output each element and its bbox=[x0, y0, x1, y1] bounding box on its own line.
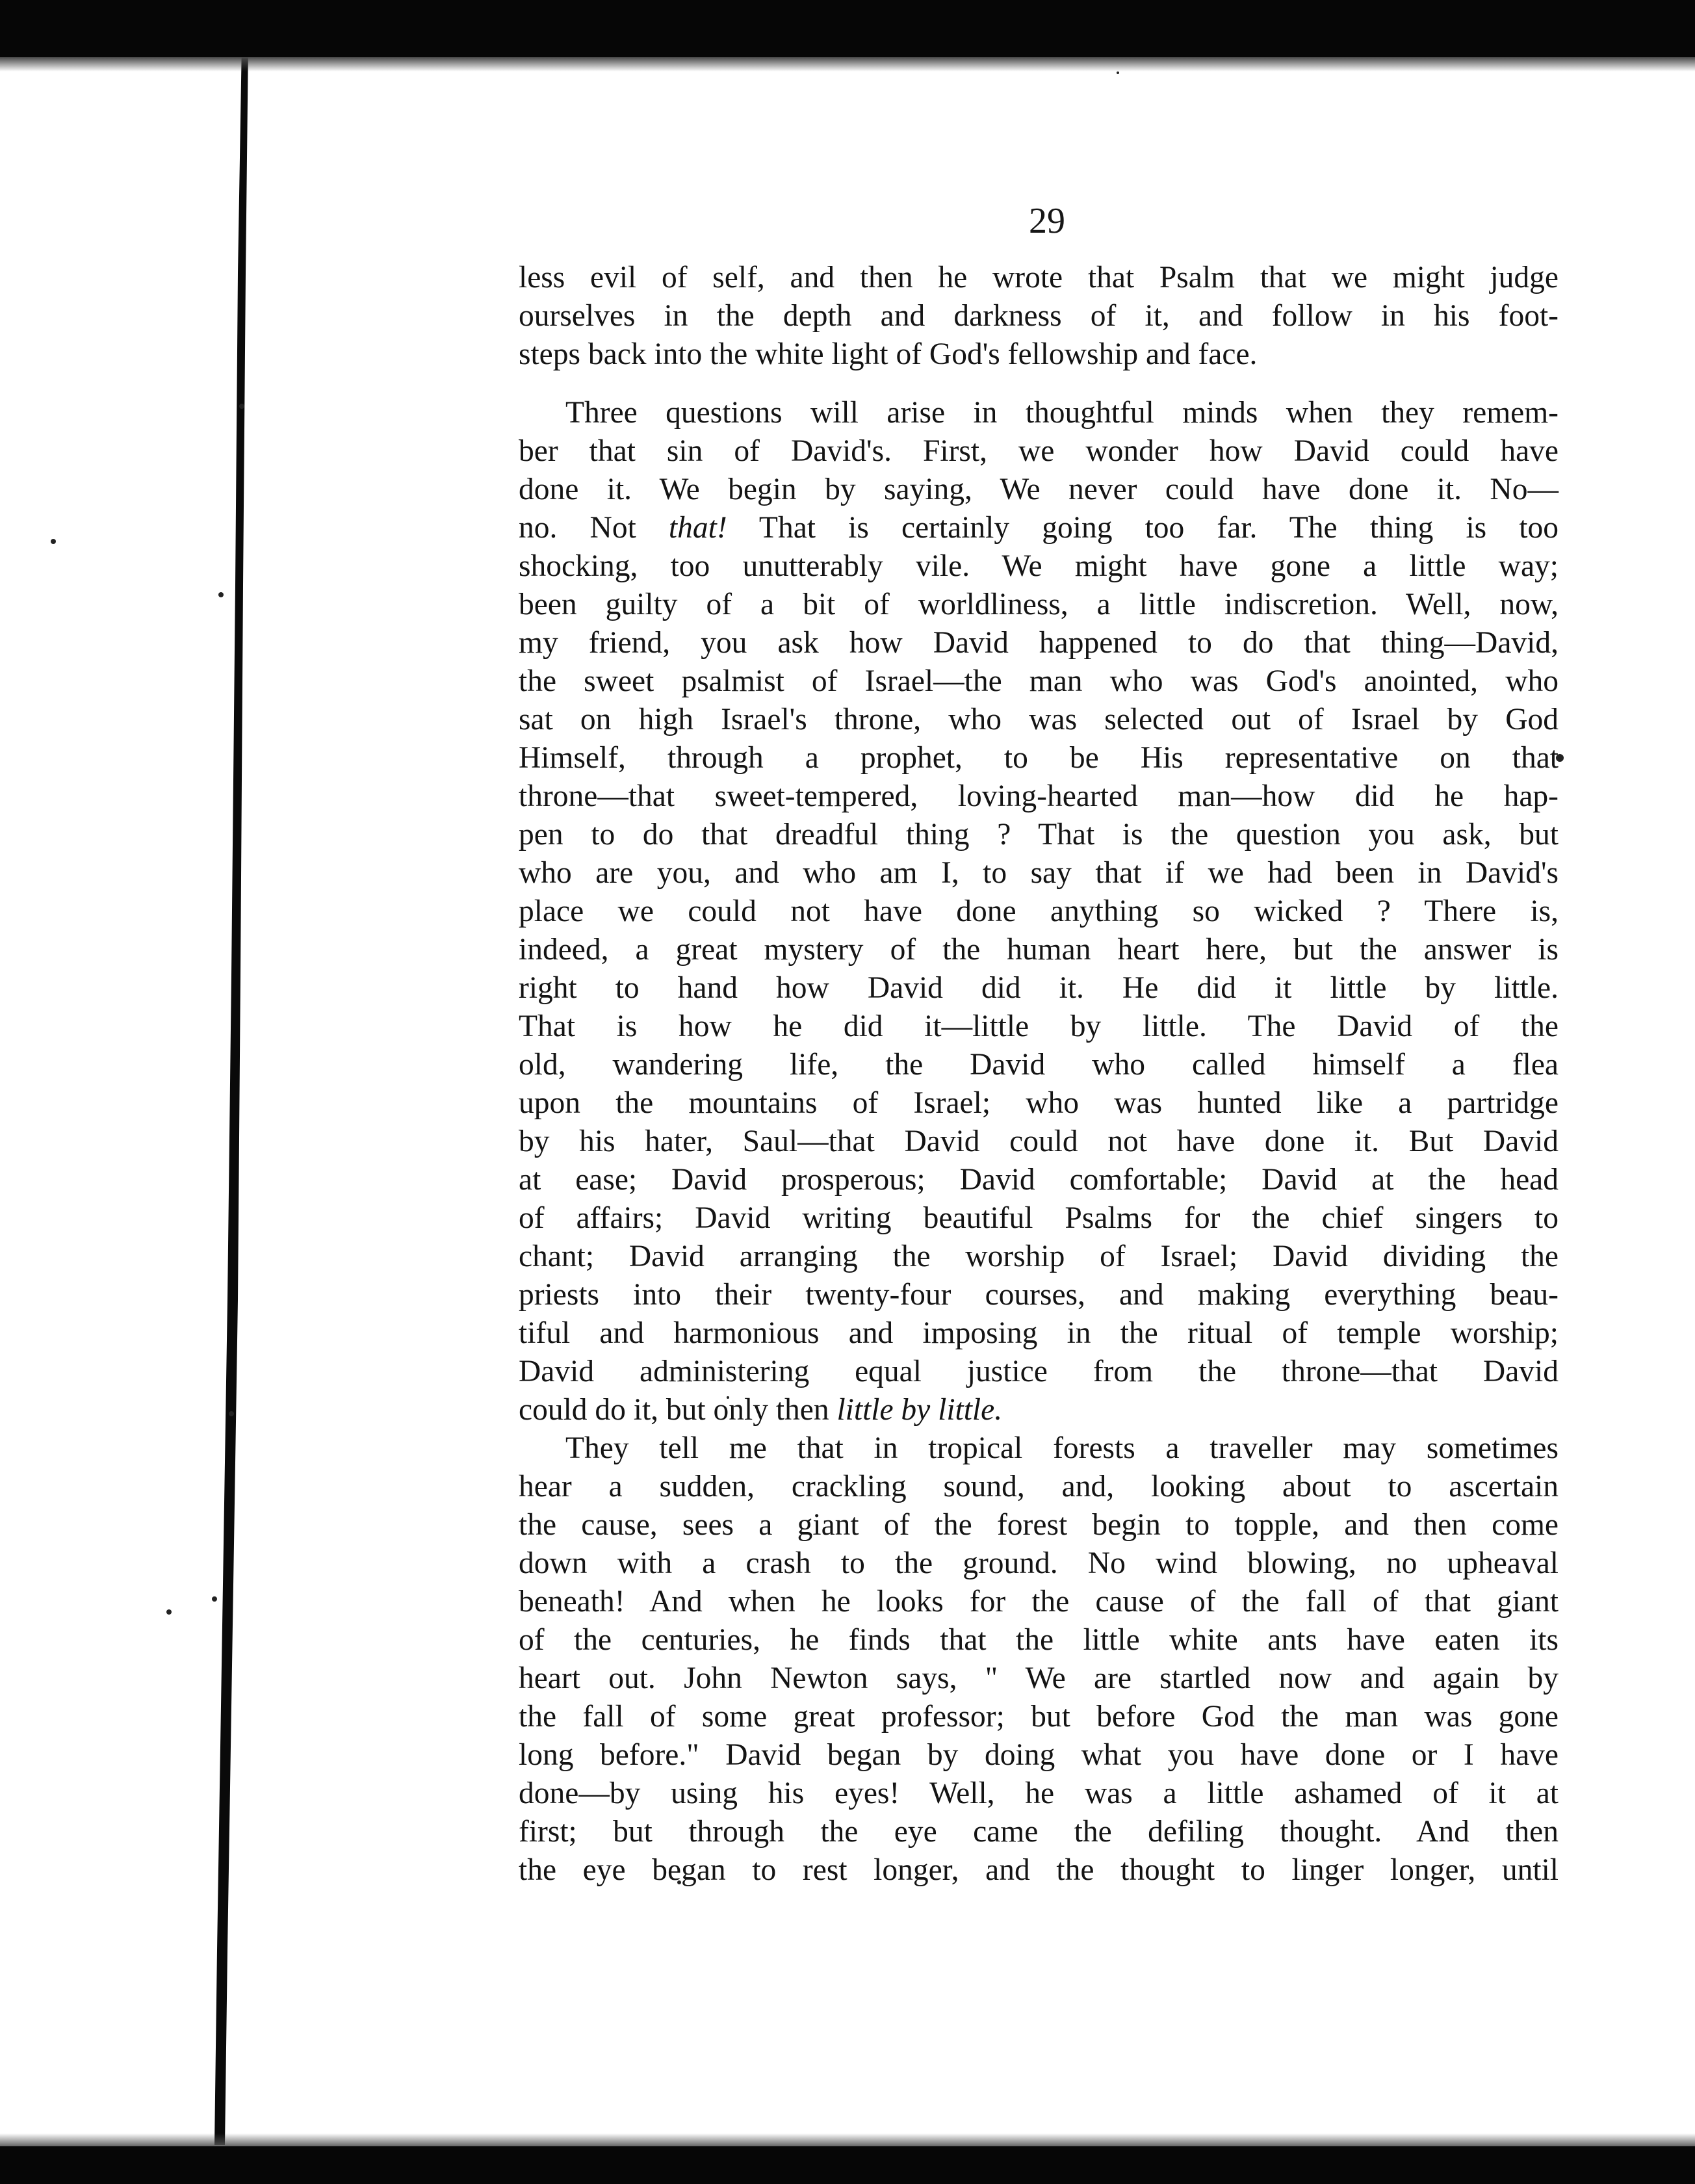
emphasis-little-by-little: little by little. bbox=[836, 1393, 1003, 1427]
text-line: of the centuries, he finds that the little white ants have eaten its bbox=[519, 1623, 1559, 1657]
text-line: Three questions will arise in thoughtful minds when they remem- bbox=[565, 396, 1559, 430]
text-line: the sweet psalmist of Israel—the man who was God's anointed, who bbox=[519, 664, 1559, 698]
text-run: That is certainly going too far. The thing is too bbox=[727, 511, 1559, 545]
text-run: could do it, but only then bbox=[519, 1393, 837, 1427]
text-line: upon the mountains of Israel; who was hunted like a partridge bbox=[519, 1086, 1559, 1120]
paragraph-2 bbox=[519, 394, 1559, 1429]
text-line: steps back into the white light of God's fellowship and face. bbox=[519, 337, 1258, 371]
scan-top-border bbox=[0, 0, 1695, 57]
text-line: shocking, too unutterably vile. We might have gone a little way; bbox=[519, 549, 1559, 583]
text-line: long before." David began by doing what you have done or I have bbox=[519, 1738, 1559, 1772]
text-line: been guilty of a bit of worldliness, a little indiscretion. Well, now, bbox=[519, 588, 1559, 621]
text-line: by his hater, Saul—that David could not have done it. But David bbox=[519, 1124, 1559, 1158]
text-line: ber that sin of David's. First, we wonder how David could have bbox=[519, 434, 1559, 468]
text-line: down with a crash to the ground. No wind blowing, no upheaval bbox=[519, 1546, 1559, 1580]
paragraph-gap bbox=[519, 374, 1559, 394]
paragraph-3 bbox=[519, 1429, 1559, 1890]
text-line: right to hand how David did it. He did it little by little. bbox=[519, 971, 1559, 1005]
text-line: beneath! And when he looks for the cause of the fall of that giant bbox=[519, 1585, 1559, 1618]
text-line: first; but through the eye came the defiling thought. And then bbox=[519, 1815, 1559, 1849]
text-run: no. Not bbox=[519, 511, 669, 545]
text-line: place we could not have done anything so wicked ? There is, bbox=[519, 894, 1559, 928]
text-line: done it. We begin by saying, We never could have done it. No— bbox=[519, 473, 1559, 506]
text-line: ourselves in the depth and darkness of it, and follow in his foot- bbox=[519, 299, 1559, 333]
text-line: less evil of self, and then he wrote that Psalm that we might judge bbox=[519, 261, 1559, 294]
text-line: tiful and harmonious and imposing in the ritual of temple worship; bbox=[519, 1316, 1559, 1350]
scan-bottom-border bbox=[0, 2146, 1695, 2184]
text-line: That is how he did it—little by little. The David of the bbox=[519, 1009, 1559, 1043]
text-line: the eye began to rest longer, and the thought to linger longer, until bbox=[519, 1853, 1559, 1887]
text-line: the cause, sees a giant of the forest begin to topple, and then come bbox=[519, 1508, 1559, 1542]
text-line-with-emphasis bbox=[519, 509, 1559, 547]
text-line: my friend, you ask how David happened to do that thing—David, bbox=[519, 626, 1559, 660]
text-line: pen to do that dreadful thing ? That is the question you ask, but bbox=[519, 818, 1559, 852]
text-line: heart out. John Newton says, " We are startled now and again by bbox=[519, 1661, 1559, 1695]
text-line: They tell me that in tropical forests a traveller may sometimes bbox=[565, 1431, 1559, 1465]
text-line: at ease; David prosperous; David comfortable; David at the head bbox=[519, 1163, 1559, 1197]
scan-bottom-shadow bbox=[0, 2133, 1695, 2148]
text-line: priests into their twenty-four courses, and making everything beau- bbox=[519, 1278, 1559, 1312]
text-line: of affairs; David writing beautiful Psalms for the chief singers to bbox=[519, 1201, 1559, 1235]
binding-edge-line bbox=[214, 43, 248, 2145]
paragraph-1 bbox=[519, 259, 1559, 374]
text-line: old, wandering life, the David who called himself a flea bbox=[519, 1048, 1559, 1082]
text-line: chant; David arranging the worship of Israel; David dividing the bbox=[519, 1240, 1559, 1273]
text-line: David administering equal justice from the throne—that David bbox=[519, 1355, 1559, 1388]
text-line: hear a sudden, crackling sound, and, looking about to ascertain bbox=[519, 1470, 1559, 1503]
scan-top-shadow bbox=[0, 57, 1695, 72]
text-line: sat on high Israel's throne, who was selected out of Israel by God bbox=[519, 703, 1559, 736]
emphasis-that: that! bbox=[668, 511, 727, 545]
text-line: the fall of some great professor; but before God the man was gone bbox=[519, 1700, 1559, 1734]
text-line-with-emphasis bbox=[519, 1391, 1559, 1429]
text-line: done—by using his eyes! Well, he was a little ashamed of it at bbox=[519, 1776, 1559, 1810]
text-line: indeed, a great mystery of the human heart here, but the answer is bbox=[519, 933, 1559, 967]
text-line: who are you, and who am I, to say that if we had been in David's bbox=[519, 856, 1559, 890]
text-line: throne—that sweet-tempered, loving-hearted man—how did he hap- bbox=[519, 779, 1559, 813]
page-number: 29 bbox=[1029, 201, 1065, 241]
text-line: Himself, through a prophet, to be His representative on that bbox=[519, 741, 1559, 775]
body-text bbox=[519, 259, 1559, 1890]
